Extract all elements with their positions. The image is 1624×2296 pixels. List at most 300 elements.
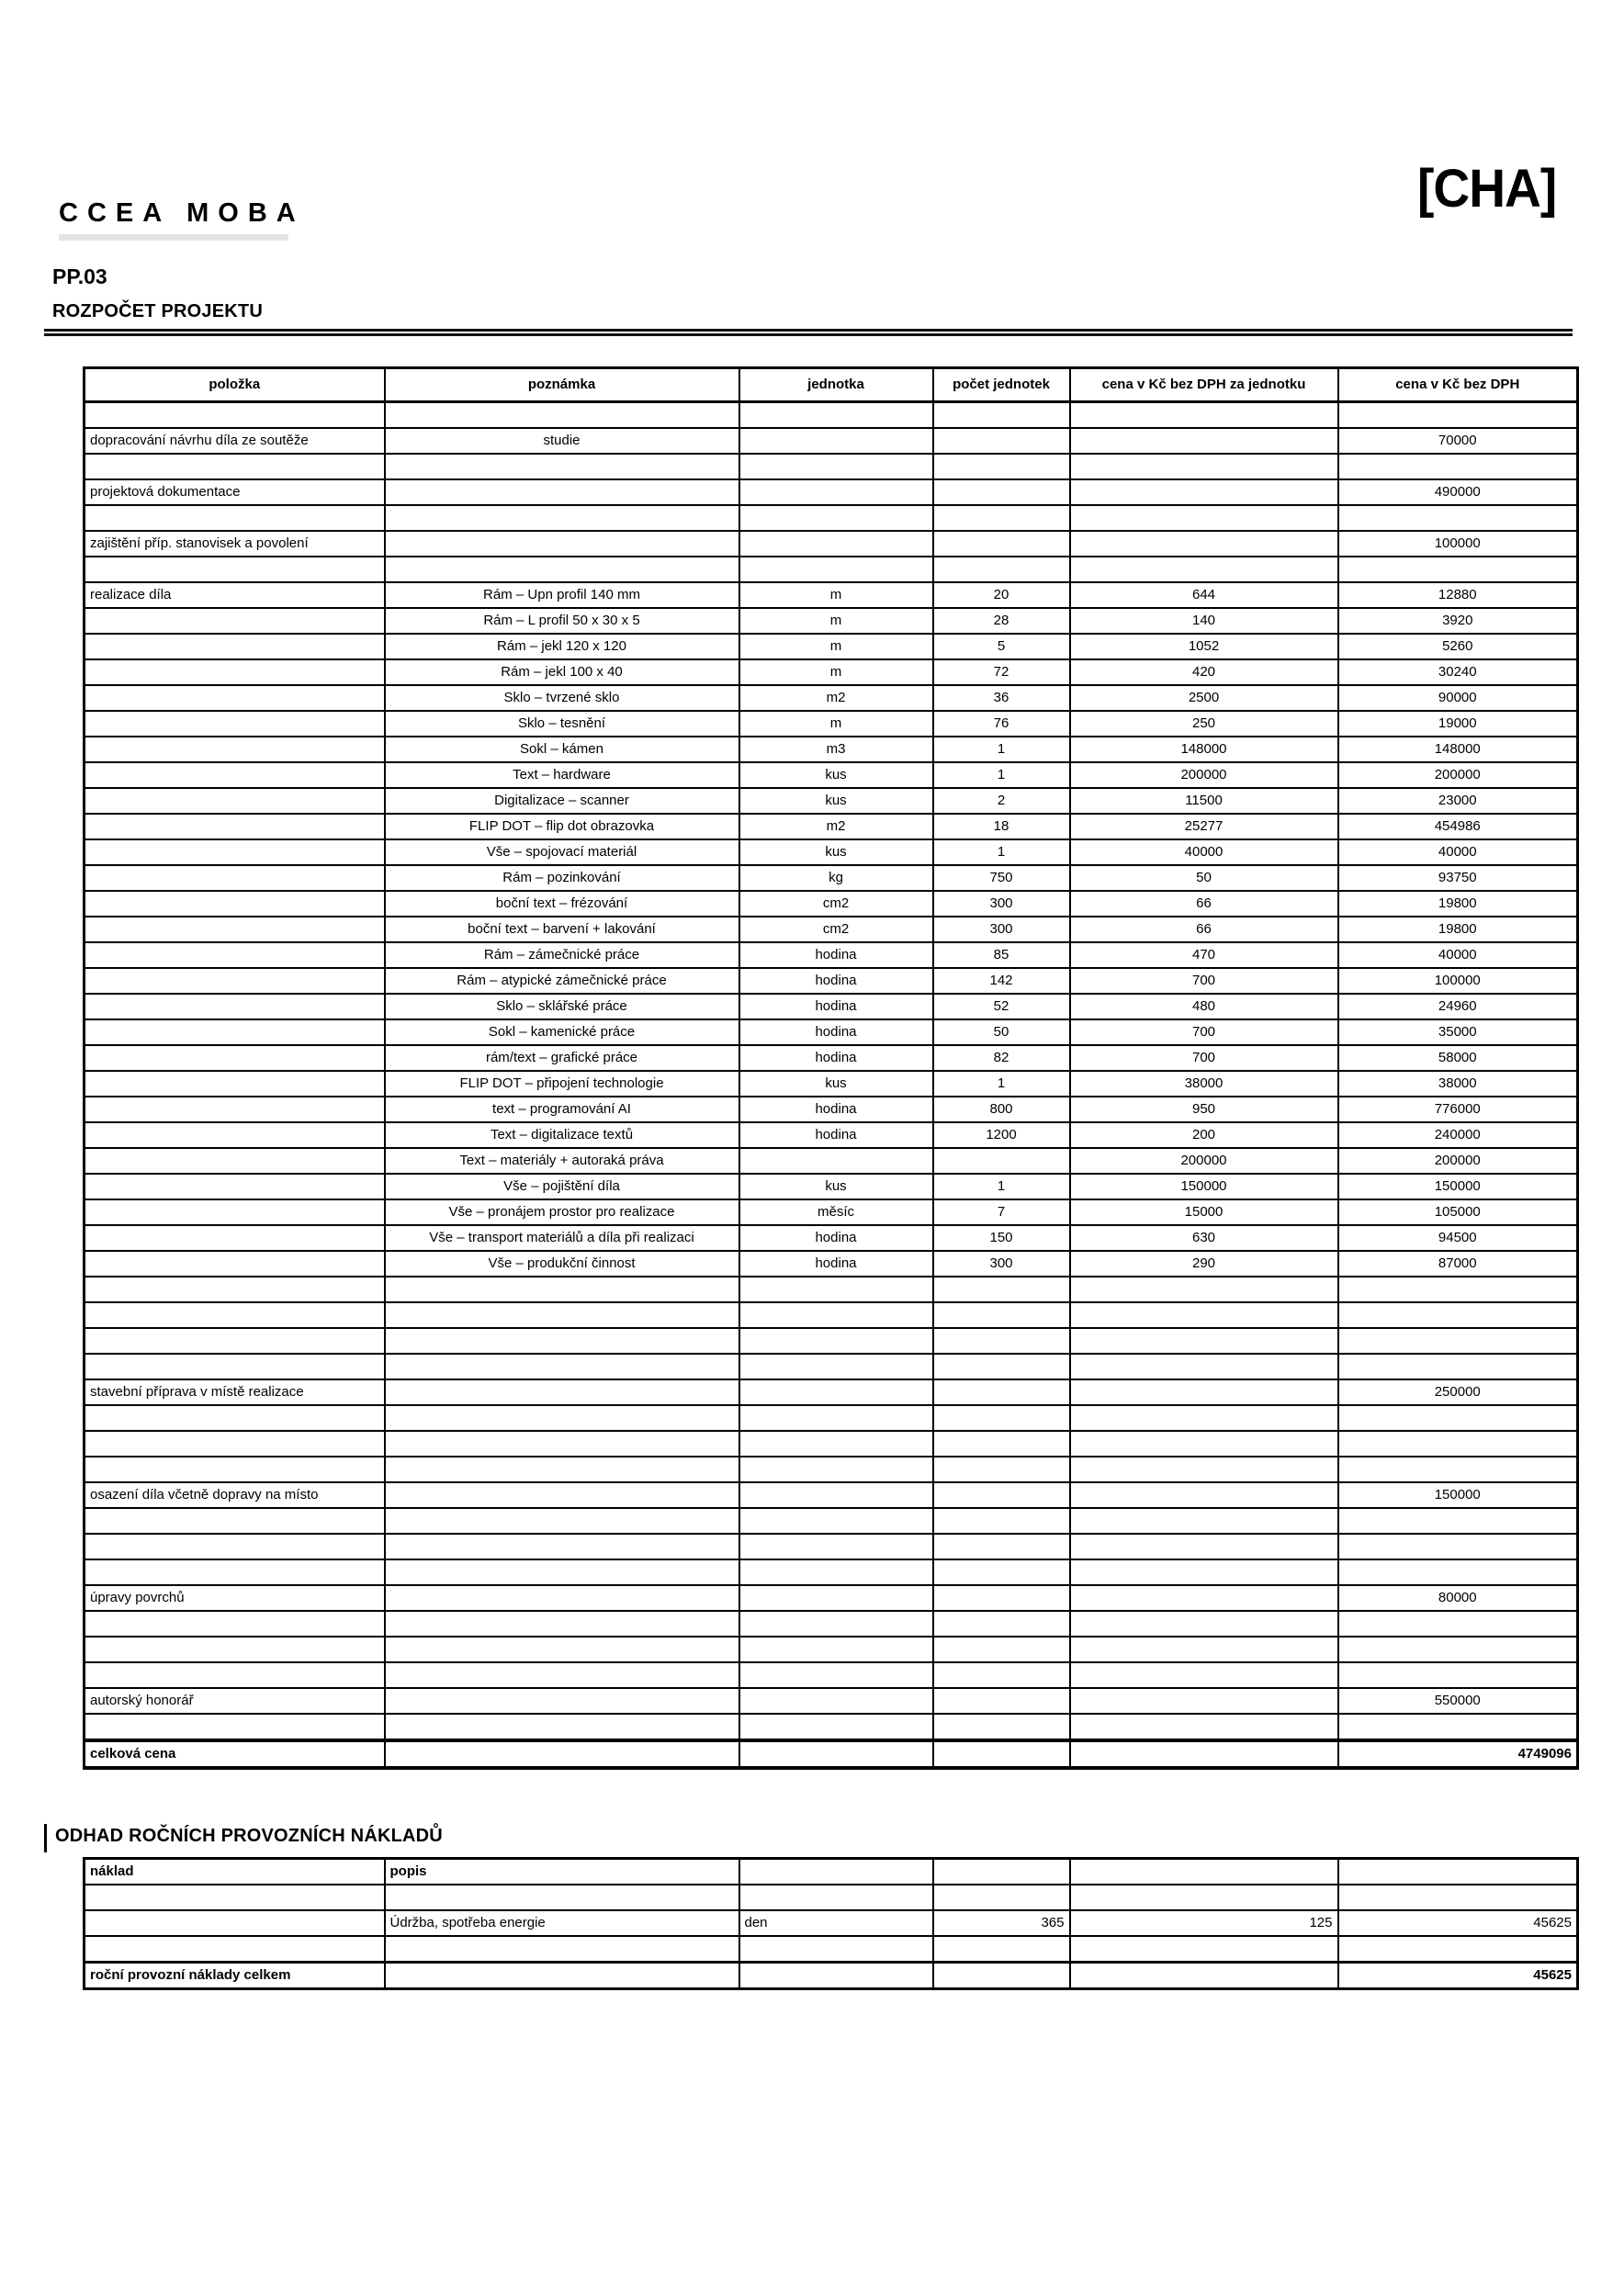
table-row — [85, 865, 1578, 891]
cell-polozka — [85, 814, 385, 839]
table-row — [85, 634, 1578, 659]
cell-cena — [1338, 1405, 1578, 1431]
empty-row — [85, 1611, 1578, 1637]
cell-polozka — [85, 942, 385, 968]
cell-polozka — [85, 1885, 385, 1910]
cell-cena — [1338, 505, 1578, 531]
cell-jednotka — [739, 557, 933, 582]
cell-poznamka: Rám – pozinkování — [385, 865, 739, 891]
cell-polozka — [85, 505, 385, 531]
cell-jednotka: hodina — [739, 968, 933, 994]
table-row — [85, 608, 1578, 634]
cell-cena: 19000 — [1338, 711, 1578, 737]
cell-cena: 30240 — [1338, 659, 1578, 685]
cell-poznamka: Text – digitalizace textů — [385, 1122, 739, 1148]
cell-polozka — [85, 711, 385, 737]
cell-jednotka — [739, 505, 933, 531]
cell-cena: 40000 — [1338, 839, 1578, 865]
logo-underline — [59, 234, 288, 241]
cell-pocet-jednotek — [933, 1559, 1070, 1585]
cell-jednotka — [739, 1354, 933, 1379]
table-row — [85, 1148, 1578, 1174]
cell-cena-za-jednotku: 40000 — [1070, 839, 1338, 865]
cell-pocet-jednotek: 1 — [933, 737, 1070, 762]
cell-poznamka: Vše – produkční činnost — [385, 1251, 739, 1277]
cell-pocet-jednotek — [933, 1328, 1070, 1354]
cell-cena: 250000 — [1338, 1379, 1578, 1405]
cell-jednotka: m2 — [739, 685, 933, 711]
budget-table — [83, 366, 1579, 1770]
cell-cena: 150000 — [1338, 1174, 1578, 1199]
empty-row — [85, 1885, 1578, 1910]
cell-polozka — [85, 1302, 385, 1328]
empty-row — [85, 505, 1578, 531]
cell-pocet-jednotek: 52 — [933, 994, 1070, 1019]
cell-polozka: zajištění příp. stanovisek a povolení — [85, 531, 385, 557]
title-divider-rule — [44, 329, 1573, 336]
cell-poznamka: Rám – L profil 50 x 30 x 5 — [385, 608, 739, 634]
cell-jednotka — [739, 1688, 933, 1714]
cell-pocet-jednotek: 85 — [933, 942, 1070, 968]
cell-cena-za-jednotku — [1070, 1688, 1338, 1714]
cell-polozka: stavební příprava v místě realizace — [85, 1379, 385, 1405]
table-row — [85, 762, 1578, 788]
cell-cena-za-jednotku: 25277 — [1070, 814, 1338, 839]
table-row — [85, 994, 1578, 1019]
table-row — [85, 1045, 1578, 1071]
header-row — [85, 1859, 1578, 1885]
operating-costs-table — [83, 1857, 1579, 1990]
budget-table-section — [83, 366, 1579, 1770]
table-row — [85, 788, 1578, 814]
cell-poznamka: Sokl – kámen — [385, 737, 739, 762]
cell-cena-za-jednotku — [1070, 1611, 1338, 1637]
cell-polozka — [85, 659, 385, 685]
cell-cena-za-jednotku: 420 — [1070, 659, 1338, 685]
cell-pocet-jednotek: 150 — [933, 1225, 1070, 1251]
cell-pocet-jednotek: 72 — [933, 659, 1070, 685]
cell-polozka — [85, 737, 385, 762]
cell-polozka — [85, 891, 385, 917]
cell-cena-za-jednotku — [1070, 1354, 1338, 1379]
empty-row — [85, 1637, 1578, 1662]
cell-cena-za-jednotku: 66 — [1070, 917, 1338, 942]
cell-cena — [1338, 1936, 1578, 1963]
cell-jednotka — [739, 1662, 933, 1688]
cell-cena-za-jednotku — [1070, 557, 1338, 582]
table-row — [85, 839, 1578, 865]
cell-pocet-jednotek — [933, 1714, 1070, 1740]
cell-polozka — [85, 1457, 385, 1482]
table-row — [85, 428, 1578, 454]
cell-jednotka — [739, 1379, 933, 1405]
cell-polozka — [85, 1148, 385, 1174]
cell-polozka — [85, 1508, 385, 1534]
cell-cena-za-jednotku: 50 — [1070, 865, 1338, 891]
cell-cena: 4749096 — [1338, 1740, 1578, 1768]
ccea-moba-logo: CCEA MOBA — [59, 198, 305, 228]
cell-pocet-jednotek: 18 — [933, 814, 1070, 839]
cell-poznamka: boční text – frézování — [385, 891, 739, 917]
cell-jednotka — [739, 428, 933, 454]
empty-row — [85, 1354, 1578, 1379]
cell-cena: 100000 — [1338, 531, 1578, 557]
cell-jednotka — [739, 1637, 933, 1662]
cell-poznamka: text – programování AI — [385, 1097, 739, 1122]
cell-cena: 490000 — [1338, 479, 1578, 505]
cell-poznamka — [385, 1936, 739, 1963]
cell-polozka — [85, 1354, 385, 1379]
cell-jednotka — [739, 454, 933, 479]
cell-cena-za-jednotku — [1070, 531, 1338, 557]
cell-poznamka: Text – materiály + autoraká práva — [385, 1148, 739, 1174]
cell-pocet-jednotek — [933, 1148, 1070, 1174]
column-header-cena: cena v Kč bez DPH — [1338, 368, 1578, 402]
cell-cena-za-jednotku — [1070, 1740, 1338, 1768]
table-row — [85, 814, 1578, 839]
cell-pocet-jednotek — [933, 402, 1070, 429]
cell-cena-za-jednotku: 38000 — [1070, 1071, 1338, 1097]
cell-jednotka: hodina — [739, 942, 933, 968]
cell-poznamka — [385, 557, 739, 582]
cell-cena — [1338, 1508, 1578, 1534]
total-row — [85, 1963, 1578, 1989]
cell-cena-za-jednotku: 1052 — [1070, 634, 1338, 659]
table-row — [85, 711, 1578, 737]
cell-cena: 87000 — [1338, 1251, 1578, 1277]
cell-cena-za-jednotku — [1070, 1559, 1338, 1585]
cell-pocet-jednotek: 1 — [933, 1174, 1070, 1199]
cell-cena — [1338, 1354, 1578, 1379]
cell-polozka — [85, 1611, 385, 1637]
cell-pocet-jednotek: 142 — [933, 968, 1070, 994]
cell-cena — [1338, 402, 1578, 429]
empty-row — [85, 1559, 1578, 1585]
cell-cena-za-jednotku — [1070, 1328, 1338, 1354]
cell-cena: 105000 — [1338, 1199, 1578, 1225]
cell-cena-za-jednotku — [1070, 505, 1338, 531]
cell-jednotka: měsíc — [739, 1199, 933, 1225]
cell-polozka: projektová dokumentace — [85, 479, 385, 505]
cell-cena-za-jednotku: 700 — [1070, 1045, 1338, 1071]
cell-pocet-jednotek: 5 — [933, 634, 1070, 659]
table-row — [85, 891, 1578, 917]
cell-cena-za-jednotku — [1070, 479, 1338, 505]
cell-jednotka: kus — [739, 1071, 933, 1097]
cell-cena-za-jednotku — [1070, 402, 1338, 429]
cell-pocet-jednotek: 1 — [933, 762, 1070, 788]
cell-jednotka — [739, 1585, 933, 1611]
cell-cena: 550000 — [1338, 1688, 1578, 1714]
cell-pocet-jednotek — [933, 428, 1070, 454]
cell-pocet-jednotek: 76 — [933, 711, 1070, 737]
cell-poznamka: studie — [385, 428, 739, 454]
empty-row — [85, 402, 1578, 429]
document-title: ROZPOČET PROJEKTU — [52, 301, 263, 321]
cell-polozka: úpravy povrchů — [85, 1585, 385, 1611]
cell-pocet-jednotek — [933, 1585, 1070, 1611]
cell-polozka: autorský honorář — [85, 1688, 385, 1714]
cell-pocet-jednotek — [933, 454, 1070, 479]
cell-poznamka: Vše – pojištění díla — [385, 1174, 739, 1199]
cell-jednotka — [739, 1302, 933, 1328]
cell-polozka — [85, 762, 385, 788]
cell-jednotka — [739, 1482, 933, 1508]
document-code: PP.03 — [52, 264, 107, 288]
table-row — [85, 1482, 1578, 1508]
cell-pocet-jednotek: 1 — [933, 1071, 1070, 1097]
cell-polozka — [85, 557, 385, 582]
cell-jednotka — [739, 1611, 933, 1637]
cell-cena-za-jednotku — [1070, 1714, 1338, 1740]
cell-poznamka: Rám – jekl 100 x 40 — [385, 659, 739, 685]
cell-polozka — [85, 454, 385, 479]
cell-cena-za-jednotku — [1070, 1662, 1338, 1688]
cell-polozka — [85, 1936, 385, 1963]
cell-jednotka: cm2 — [739, 917, 933, 942]
cell-pocet-jednotek: 750 — [933, 865, 1070, 891]
cell-cena-za-jednotku: 250 — [1070, 711, 1338, 737]
cell-pocet-jednotek — [933, 1354, 1070, 1379]
column-header-jednotka: jednotka — [739, 368, 933, 402]
empty-row — [85, 1277, 1578, 1302]
cell-poznamka: Vše – transport materiálů a díla při realizaci — [385, 1225, 739, 1251]
cell-poznamka: Vše – spojovací materiál — [385, 839, 739, 865]
cha-brand-mark: [CHA] — [1416, 159, 1556, 219]
cell-polozka — [85, 1122, 385, 1148]
cell-poznamka — [385, 479, 739, 505]
cell-pocet-jednotek — [933, 1302, 1070, 1328]
cell-poznamka: Rám – Upn profil 140 mm — [385, 582, 739, 608]
cell-pocet-jednotek — [933, 1885, 1070, 1910]
cell-poznamka: Sklo – sklářské práce — [385, 994, 739, 1019]
table-row — [85, 1097, 1578, 1122]
cell-cena — [1338, 1534, 1578, 1559]
table-row — [85, 917, 1578, 942]
cell-jednotka: hodina — [739, 1019, 933, 1045]
table-row — [85, 1122, 1578, 1148]
cell-jednotka: m — [739, 608, 933, 634]
cell-cena: 24960 — [1338, 994, 1578, 1019]
cell-poznamka: FLIP DOT – flip dot obrazovka — [385, 814, 739, 839]
cell-cena: 148000 — [1338, 737, 1578, 762]
cell-jednotka — [739, 1714, 933, 1740]
cell-pocet-jednotek — [933, 1534, 1070, 1559]
cell-jednotka — [739, 1534, 933, 1559]
cell-cena-za-jednotku — [1070, 1482, 1338, 1508]
cell-poznamka — [385, 505, 739, 531]
cell-polozka — [85, 1431, 385, 1457]
cell-poznamka: Sklo – tvrzené sklo — [385, 685, 739, 711]
cell-cena: 3920 — [1338, 608, 1578, 634]
cell-jednotka: hodina — [739, 1122, 933, 1148]
cell-polozka — [85, 865, 385, 891]
cell-polozka — [85, 1174, 385, 1199]
table-row — [85, 1071, 1578, 1097]
cell-pocet-jednotek: 82 — [933, 1045, 1070, 1071]
cell-cena-za-jednotku — [1070, 1534, 1338, 1559]
cell-cena-za-jednotku — [1070, 1936, 1338, 1963]
operating-table-section — [83, 1857, 1579, 1990]
cell-pocet-jednotek — [933, 1379, 1070, 1405]
cell-pocet-jednotek: 300 — [933, 917, 1070, 942]
cell-polozka — [85, 917, 385, 942]
cell-cena-za-jednotku: 148000 — [1070, 737, 1338, 762]
cell-polozka — [85, 839, 385, 865]
cell-cena-za-jednotku: 700 — [1070, 968, 1338, 994]
cell-cena — [1338, 1457, 1578, 1482]
cell-poznamka — [385, 1963, 739, 1989]
table-row — [85, 1199, 1578, 1225]
cell-cena-za-jednotku — [1070, 1963, 1338, 1989]
table-row — [85, 737, 1578, 762]
cell-jednotka: m — [739, 659, 933, 685]
cell-polozka: náklad — [85, 1859, 385, 1885]
cell-polozka — [85, 1251, 385, 1277]
cell-poznamka: Sklo – tesnění — [385, 711, 739, 737]
cell-poznamka: popis — [385, 1859, 739, 1885]
cell-cena — [1338, 1662, 1578, 1688]
cell-cena: 100000 — [1338, 968, 1578, 994]
cell-pocet-jednotek — [933, 1688, 1070, 1714]
cell-pocet-jednotek — [933, 1859, 1070, 1885]
cell-jednotka — [739, 1277, 933, 1302]
table-row — [85, 531, 1578, 557]
cell-pocet-jednotek — [933, 1457, 1070, 1482]
table-row — [85, 968, 1578, 994]
cell-cena: 5260 — [1338, 634, 1578, 659]
cell-poznamka — [385, 1328, 739, 1354]
cell-cena-za-jednotku — [1070, 1885, 1338, 1910]
cell-poznamka — [385, 1559, 739, 1585]
cell-polozka — [85, 968, 385, 994]
cell-cena-za-jednotku — [1070, 454, 1338, 479]
cell-jednotka — [739, 1740, 933, 1768]
cell-pocet-jednotek: 2 — [933, 788, 1070, 814]
table-row — [85, 1688, 1578, 1714]
table-row — [85, 479, 1578, 505]
cell-pocet-jednotek: 50 — [933, 1019, 1070, 1045]
cell-cena: 240000 — [1338, 1122, 1578, 1148]
cell-cena — [1338, 1885, 1578, 1910]
cell-polozka — [85, 1405, 385, 1431]
cell-cena — [1338, 1328, 1578, 1354]
empty-row — [85, 1405, 1578, 1431]
cell-pocet-jednotek — [933, 1405, 1070, 1431]
empty-row — [85, 557, 1578, 582]
cell-polozka — [85, 608, 385, 634]
cell-cena-za-jednotku: 200000 — [1070, 762, 1338, 788]
cell-pocet-jednotek: 36 — [933, 685, 1070, 711]
cell-polozka — [85, 788, 385, 814]
cell-cena-za-jednotku: 200000 — [1070, 1148, 1338, 1174]
cell-poznamka — [385, 1405, 739, 1431]
table-row — [85, 685, 1578, 711]
cell-polozka — [85, 1714, 385, 1740]
table-row — [85, 1251, 1578, 1277]
budget-table-header — [85, 368, 1578, 402]
cell-jednotka: den — [739, 1910, 933, 1936]
budget-table-body — [85, 402, 1578, 1769]
empty-row — [85, 1302, 1578, 1328]
cell-pocet-jednotek: 20 — [933, 582, 1070, 608]
cell-poznamka — [385, 1302, 739, 1328]
cell-cena: 454986 — [1338, 814, 1578, 839]
cell-poznamka — [385, 1482, 739, 1508]
cell-jednotka: m — [739, 634, 933, 659]
cell-pocet-jednotek: 365 — [933, 1910, 1070, 1936]
cell-polozka — [85, 1019, 385, 1045]
cell-cena — [1338, 1859, 1578, 1885]
table-row — [85, 1225, 1578, 1251]
cell-cena — [1338, 557, 1578, 582]
cell-jednotka — [739, 1431, 933, 1457]
cell-cena-za-jednotku — [1070, 1859, 1338, 1885]
cell-cena: 58000 — [1338, 1045, 1578, 1071]
cell-poznamka: Text – hardware — [385, 762, 739, 788]
cell-pocet-jednotek — [933, 1963, 1070, 1989]
empty-row — [85, 1457, 1578, 1482]
cell-cena-za-jednotku: 950 — [1070, 1097, 1338, 1122]
cell-cena — [1338, 1611, 1578, 1637]
cell-jednotka: kus — [739, 839, 933, 865]
cell-pocet-jednotek — [933, 557, 1070, 582]
cell-jednotka: hodina — [739, 1097, 933, 1122]
cell-cena: 200000 — [1338, 1148, 1578, 1174]
table-row — [85, 659, 1578, 685]
cell-cena-za-jednotku — [1070, 1302, 1338, 1328]
cell-cena: 19800 — [1338, 917, 1578, 942]
operating-costs-title: ODHAD ROČNÍCH PROVOZNÍCH NÁKLADŮ — [44, 1824, 443, 1852]
cell-jednotka — [739, 1936, 933, 1963]
column-header-polozka: položka — [85, 368, 385, 402]
cell-pocet-jednotek — [933, 1611, 1070, 1637]
cell-cena: 93750 — [1338, 865, 1578, 891]
total-row — [85, 1740, 1578, 1768]
cell-pocet-jednotek — [933, 531, 1070, 557]
cell-jednotka — [739, 1559, 933, 1585]
cell-pocet-jednotek — [933, 1740, 1070, 1768]
cell-polozka: roční provozní náklady celkem — [85, 1963, 385, 1989]
cell-jednotka: kg — [739, 865, 933, 891]
cell-polozka — [85, 1559, 385, 1585]
cell-poznamka — [385, 1611, 739, 1637]
cell-pocet-jednotek — [933, 1936, 1070, 1963]
cell-pocet-jednotek: 1200 — [933, 1122, 1070, 1148]
cell-cena-za-jednotku — [1070, 1508, 1338, 1534]
cell-jednotka — [739, 402, 933, 429]
cell-cena-za-jednotku — [1070, 1277, 1338, 1302]
cell-cena: 94500 — [1338, 1225, 1578, 1251]
cell-polozka — [85, 1637, 385, 1662]
empty-row — [85, 1662, 1578, 1688]
cell-cena: 70000 — [1338, 428, 1578, 454]
column-header-cena-za-jednotku: cena v Kč bez DPH za jednotku — [1070, 368, 1338, 402]
cell-cena: 150000 — [1338, 1482, 1578, 1508]
cell-jednotka: hodina — [739, 1045, 933, 1071]
cell-poznamka — [385, 1457, 739, 1482]
cell-pocet-jednotek — [933, 505, 1070, 531]
cell-jednotka: kus — [739, 1174, 933, 1199]
cell-jednotka — [739, 1457, 933, 1482]
cell-polozka — [85, 1910, 385, 1936]
empty-row — [85, 1328, 1578, 1354]
cell-cena — [1338, 1559, 1578, 1585]
cell-poznamka: Sokl – kamenické práce — [385, 1019, 739, 1045]
cell-polozka — [85, 1225, 385, 1251]
cell-pocet-jednotek: 1 — [933, 839, 1070, 865]
cell-pocet-jednotek — [933, 1431, 1070, 1457]
